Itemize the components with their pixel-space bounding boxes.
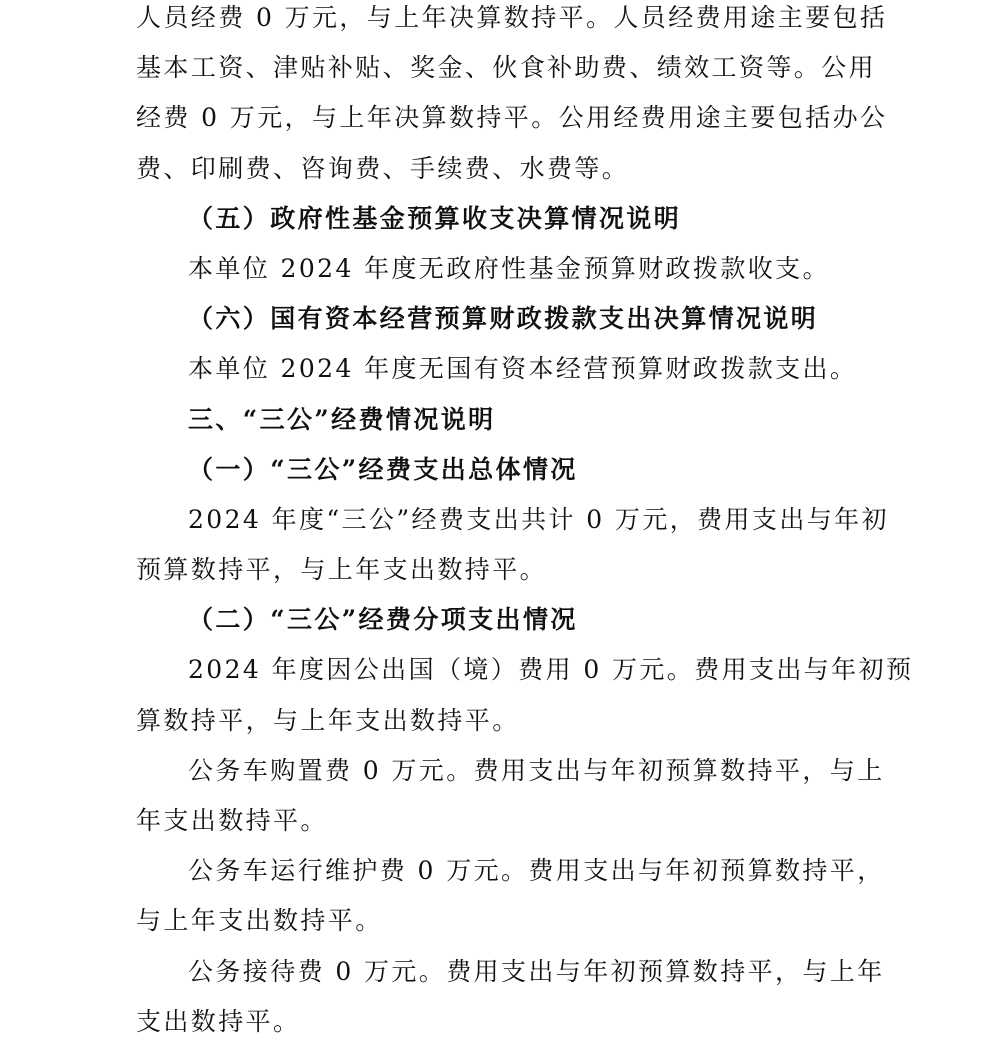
paragraph-line: 算数持平，与上年支出数持平。 xyxy=(136,705,520,735)
paragraph-line: 经费 0 万元，与上年决算数持平。公用经费用途主要包括办公 xyxy=(136,103,888,133)
paragraph-line: 费、印刷费、咨询费、手续费、水费等。 xyxy=(136,153,630,183)
paragraph-line: 与上年支出数持平。 xyxy=(136,906,383,936)
paragraph-line: 基本工资、津贴补贴、奖金、伙食补助费、绩效工资等。公用 xyxy=(136,53,876,83)
paragraph-line: 2024 年度因公出国（境）费用 0 万元。费用支出与年初预 xyxy=(188,655,914,685)
paragraph-line: 2024 年度“三公”经费支出共计 0 万元，费用支出与年初 xyxy=(188,504,889,534)
paragraph-line: 年支出数持平。 xyxy=(136,806,328,835)
paragraph-line: 公务接待费 0 万元。费用支出与年初预算数持平，与上年 xyxy=(188,956,885,986)
section-heading-5: （五）政府性基金预算收支决算情况说明 xyxy=(188,203,682,233)
paragraph-line: 公务车运行维护费 0 万元。费用支出与年初预算数持平， xyxy=(188,856,885,886)
section-heading-6: （六）国有资本经营预算财政拨款支出决算情况说明 xyxy=(188,304,819,334)
subsection-heading-1: （一）“三公”经费支出总体情况 xyxy=(188,454,578,484)
paragraph-line: 公务车购置费 0 万元。费用支出与年初预算数持平，与上 xyxy=(188,755,885,785)
section-heading-3: 三、“三公”经费情况说明 xyxy=(188,404,496,434)
subsection-heading-2: （二）“三公”经费分项支出情况 xyxy=(188,605,578,635)
paragraph-line: 支出数持平。 xyxy=(136,1006,301,1036)
paragraph-line: 预算数持平，与上年支出数持平。 xyxy=(136,555,548,585)
document-page xyxy=(136,0,914,1054)
paragraph-line: 本单位 2024 年度无政府性基金预算财政拨款收支。 xyxy=(188,253,830,283)
paragraph-line: 人员经费 0 万元，与上年决算数持平。人员经费用途主要包括 xyxy=(136,3,888,32)
paragraph-line: 本单位 2024 年度无国有资本经营预算财政拨款支出。 xyxy=(188,354,858,384)
